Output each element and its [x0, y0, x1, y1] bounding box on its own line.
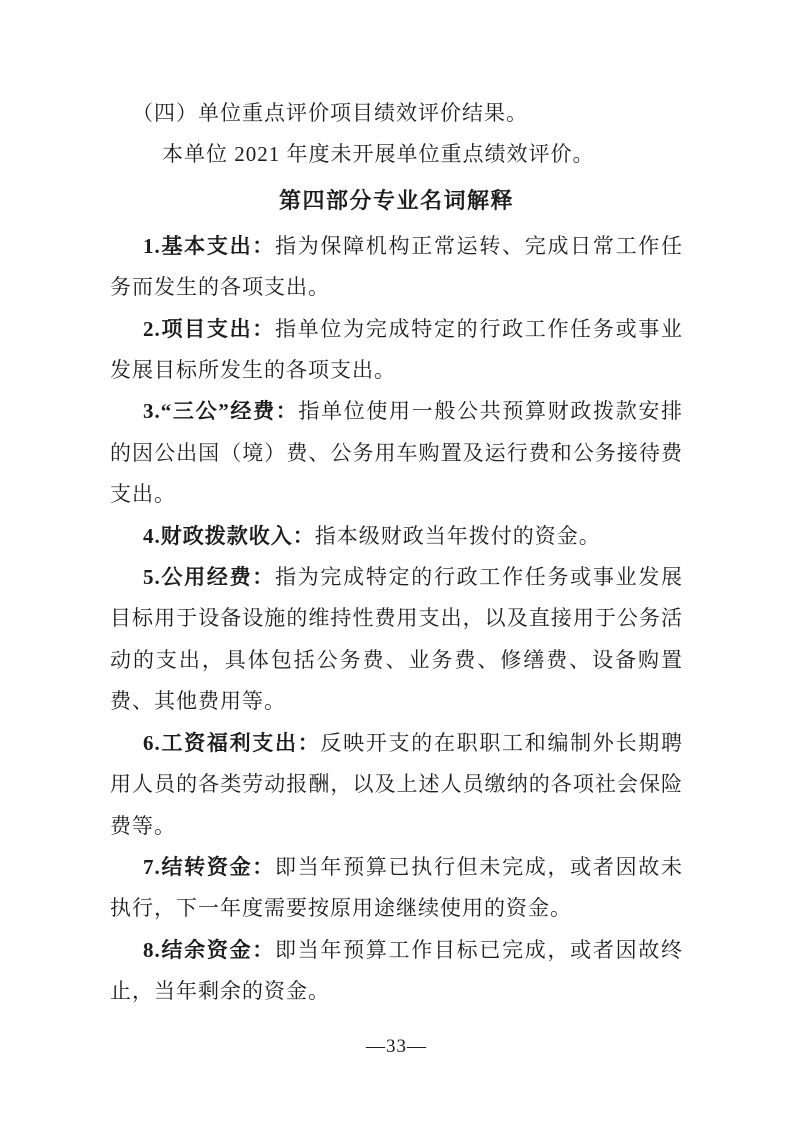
term-paragraph — [110, 930, 683, 1013]
term-definition: 即当年预算工作目标已完成，或者因故终止，当年剩余的资金。 — [110, 937, 684, 1004]
page-number: —33— — [366, 1036, 427, 1057]
term-paragraph — [110, 723, 683, 847]
term-label: 7.结转资金： — [143, 854, 275, 879]
term-label: 2.项目支出： — [143, 316, 275, 341]
term-paragraph — [110, 226, 683, 309]
term-label: 3.“三公”经费： — [143, 399, 299, 424]
term-paragraph — [110, 557, 683, 723]
subsection-heading: （四）单位重点评价项目绩效评价结果。 — [132, 101, 528, 125]
term-label: 8.结余资金： — [143, 937, 275, 962]
document-body — [110, 93, 683, 1013]
term-definition: 指单位使用一般公共预算财政拨款安排的因公出国（境）费、公务用车购置及运行费和公务接待费支出。 — [110, 399, 684, 507]
term-paragraph — [110, 516, 683, 557]
intro-paragraph: 本单位 2021 年度未开展单位重点绩效评价。 — [162, 142, 595, 167]
term-definition: 反映开支的在职职工和编制外长期聘用人员的各类劳动报酬，以及上述人员缴纳的各项社会保险费等。 — [110, 730, 684, 838]
term-definition: 指为保障机构正常运转、完成日常工作任务而发生的各项支出。 — [110, 233, 684, 300]
term-paragraph — [110, 309, 683, 392]
term-definition: 指本级财政当年拨付的资金。 — [314, 523, 601, 548]
term-definition: 指单位为完成特定的行政工作任务或事业发展目标所发生的各项支出。 — [110, 316, 684, 383]
term-definition: 指为完成特定的行政工作任务或事业发展目标用于设备设施的维持性费用支出，以及直接用于公务活动的支出，具体包括公务费、业务费、修缮费、设备购置费、其他费用等。 — [110, 565, 684, 714]
section-heading: 第四部分专业名词解释 — [278, 187, 514, 213]
term-label: 5.公用经费： — [143, 565, 275, 590]
term-definition: 即当年预算已执行但未完成，或者因故未执行，下一年度需要按原用途继续使用的资金。 — [110, 854, 684, 921]
term-label: 6.工资福利支出： — [143, 730, 321, 755]
term-paragraph — [110, 391, 683, 515]
term-label: 1.基本支出： — [143, 233, 275, 258]
term-label: 4.财政拨款收入： — [143, 523, 315, 548]
term-paragraph — [110, 847, 683, 930]
